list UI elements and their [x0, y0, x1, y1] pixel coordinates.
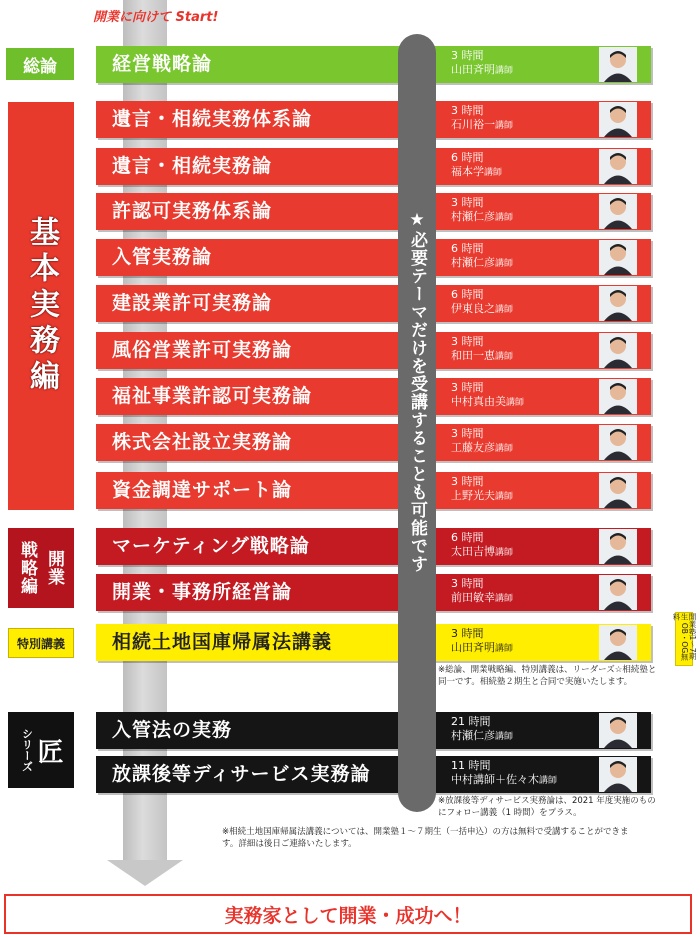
lecturer-suffix: 講師 — [495, 121, 514, 131]
lecturer-photo — [599, 333, 637, 368]
course-row — [96, 624, 651, 661]
course-hours: 3 時間 — [451, 427, 484, 440]
course-title: 株式会社設立実務論 — [112, 431, 293, 453]
lecturer-photo — [599, 625, 637, 660]
lecturer-suffix: 講師 — [495, 644, 514, 654]
course-hours: 6 時間 — [451, 288, 484, 301]
category-kaigyo-senryaku — [8, 528, 74, 608]
progress-arrow-head — [107, 860, 183, 886]
lecturer-photo — [599, 240, 637, 275]
lecturer-suffix: 講師 — [495, 352, 514, 362]
course-hours: 6 時間 — [451, 151, 484, 164]
course-hours: 3 時間 — [451, 196, 484, 209]
course-lecturer: 村瀬仁彦 — [451, 210, 495, 223]
lecturer-suffix: 講師 — [484, 168, 503, 178]
course-row — [96, 756, 651, 793]
lecturer-photo — [599, 194, 637, 229]
course-row — [96, 574, 651, 611]
category-tokubetsu: 特別講義 — [8, 628, 74, 658]
course-hours: 11 時間 — [451, 759, 491, 772]
course-info — [451, 104, 513, 133]
goal-banner: 実務家として開業・成功へ！ — [4, 894, 692, 934]
course-title: 建設業許可実務論 — [112, 292, 273, 314]
course-lecturer: 村瀬仁彦 — [451, 256, 495, 269]
lecturer-suffix: 講師 — [495, 66, 514, 76]
course-lecturer: 工藤友彦 — [451, 441, 495, 454]
category-senryaku-label: 戦略編 — [17, 541, 37, 595]
course-title: 遺言・相続実務論 — [112, 155, 273, 177]
course-info — [451, 475, 513, 504]
lecturer-photo — [599, 47, 637, 82]
course-row — [96, 472, 651, 509]
course-lecturer: 山田斉明 — [451, 63, 495, 76]
course-title: 風俗営業許可実務論 — [112, 339, 293, 361]
course-title: 入管実務論 — [112, 246, 213, 268]
course-hours: 6 時間 — [451, 531, 484, 544]
lecturer-suffix: 講師 — [495, 732, 514, 742]
course-title: 放課後等ディサービス実務論 — [112, 763, 371, 785]
course-row — [96, 193, 651, 230]
course-title: 遺言・相続実務体系論 — [112, 108, 313, 130]
lecturer-photo — [599, 529, 637, 564]
side-free-badge: 開業塾1〜7期生 OB・OG無料 — [675, 612, 693, 666]
course-info — [451, 531, 513, 560]
course-lecturer: 前田敏幸 — [451, 591, 495, 604]
course-row — [96, 332, 651, 369]
course-hours: 3 時間 — [451, 104, 484, 117]
course-info — [451, 151, 502, 180]
course-info — [451, 577, 513, 606]
category-soron: 総論 — [6, 48, 74, 80]
course-lecturer: 和田一恵 — [451, 349, 495, 362]
course-row — [96, 424, 651, 461]
course-hours: 3 時間 — [451, 335, 484, 348]
lecturer-suffix: 講師 — [495, 444, 514, 454]
category-kaigyo-label: 開業 — [44, 550, 64, 586]
course-title: 入管法の実務 — [112, 719, 233, 741]
lecturer-photo — [599, 379, 637, 414]
course-lecturer: 福本学 — [451, 165, 484, 178]
course-info — [451, 381, 524, 410]
course-hours: 3 時間 — [451, 475, 484, 488]
course-info — [451, 335, 513, 364]
note-free-lecture: ※相続土地国庫帰属法講義については、開業塾１〜７期生（一括申込）の方は無料で受講することができます。詳細は後日ご連絡いたします。 — [222, 827, 629, 849]
lecturer-suffix: 講師 — [495, 305, 514, 315]
course-hours: 3 時間 — [451, 381, 484, 394]
course-row — [96, 46, 651, 83]
course-hours: 3 時間 — [451, 627, 484, 640]
course-hours: 21 時間 — [451, 715, 491, 728]
course-row — [96, 285, 651, 322]
course-info — [451, 49, 513, 78]
course-row — [96, 148, 651, 185]
start-label: 開業に向けて Start! — [93, 10, 219, 25]
lecturer-photo — [599, 102, 637, 137]
lecturer-suffix: 講師 — [495, 213, 514, 223]
course-lecturer: 中村講師＋佐々木 — [451, 773, 539, 786]
course-lecturer: 山田斉明 — [451, 641, 495, 654]
lecturer-photo — [599, 425, 637, 460]
course-title: 経営戦略論 — [112, 53, 213, 75]
course-info — [451, 427, 513, 456]
course-hours: 6 時間 — [451, 242, 484, 255]
note-joint-lecture: ※総論、開業戦略編、特別講義は、リーダーズ☆相続塾と同一です。相続塾２期生と合同で実施いたします。 — [438, 665, 657, 687]
course-title: マーケティング戦略論 — [112, 535, 310, 557]
course-info — [451, 715, 513, 744]
course-title: 福祉事業許認可実務論 — [112, 385, 313, 407]
course-title: 資金調達サポート論 — [112, 479, 293, 501]
lecturer-photo — [599, 757, 637, 792]
course-hours: 3 時間 — [451, 49, 484, 62]
course-lecturer: 中村真由美 — [451, 395, 506, 408]
course-info — [451, 288, 513, 317]
lecturer-photo — [599, 575, 637, 610]
course-lecturer: 石川裕一 — [451, 118, 495, 131]
lecturer-suffix: 講師 — [539, 776, 558, 786]
lecturer-suffix: 講師 — [495, 259, 514, 269]
category-kihon: 基本実務編 — [8, 102, 74, 510]
course-row — [96, 712, 651, 749]
course-info — [451, 196, 513, 225]
lecturer-photo — [599, 713, 637, 748]
lecturer-photo — [599, 149, 637, 184]
course-row — [96, 378, 651, 415]
course-lecturer: 村瀬仁彦 — [451, 729, 495, 742]
course-row — [96, 101, 651, 138]
lecturer-photo — [599, 286, 637, 321]
category-takumi — [8, 712, 74, 788]
course-info — [451, 242, 513, 271]
course-title: 許認可実務体系論 — [112, 200, 273, 222]
vertical-message: ★必要テーマだけを受講することも可能です — [407, 210, 427, 573]
course-title: 開業・事務所経営論 — [112, 581, 293, 603]
category-takumi-series: シリーズ — [20, 728, 34, 772]
course-info — [451, 627, 513, 656]
note-followup: ※放課後等ディサービス実務論は、2021 年度実施のものにフォロー講義（1 時間）をプラス。 — [438, 796, 656, 818]
course-lecturer: 伊東良之 — [451, 302, 495, 315]
course-lecturer: 上野光夫 — [451, 489, 495, 502]
lecturer-suffix: 講師 — [495, 492, 514, 502]
lecturer-suffix: 講師 — [495, 594, 514, 604]
course-row — [96, 528, 651, 565]
course-title: 相続土地国庫帰属法講義 — [112, 631, 333, 653]
lecturer-suffix: 講師 — [506, 398, 525, 408]
lecturer-photo — [599, 473, 637, 508]
category-takumi-label: 匠 — [37, 737, 64, 768]
lecturer-suffix: 講師 — [495, 548, 514, 558]
course-info — [451, 759, 557, 788]
course-row — [96, 239, 651, 276]
course-hours: 3 時間 — [451, 577, 484, 590]
course-lecturer: 太田吉博 — [451, 545, 495, 558]
